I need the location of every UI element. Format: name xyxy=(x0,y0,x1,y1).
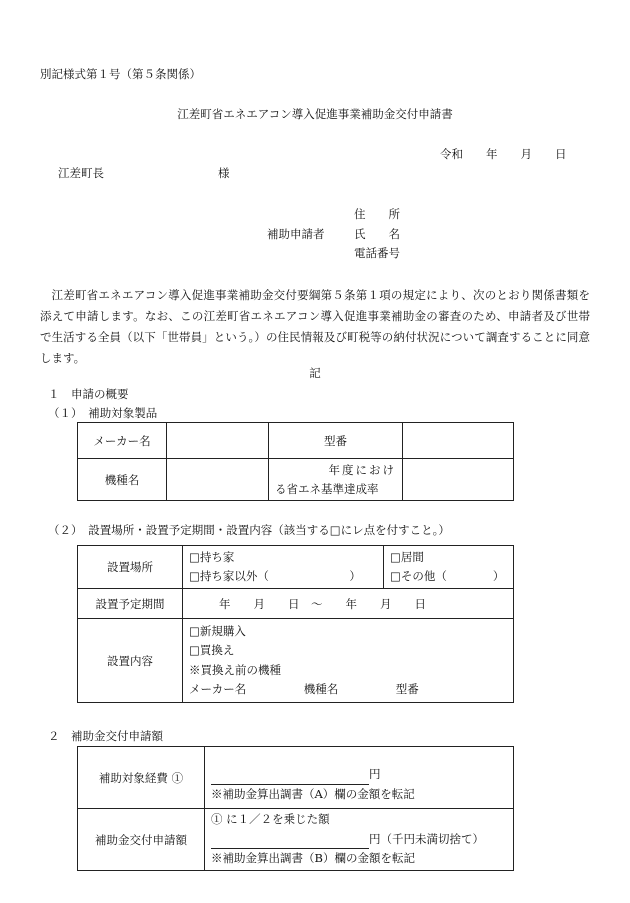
name-label: 氏 名 xyxy=(354,227,400,241)
place-label: 設置場所 xyxy=(78,546,183,589)
honorific: 様 xyxy=(218,166,230,180)
other-room-checkbox[interactable]: □その他（ ） xyxy=(390,569,505,583)
expense-note: ※補助金算出調書（A）欄の金額を転記 xyxy=(211,786,415,801)
expense-cell xyxy=(205,747,514,809)
applicant-label: 補助申請者 xyxy=(267,227,325,241)
standard-label: 年度におけ る省エネ基準達成率 xyxy=(269,459,403,501)
expense-amount[interactable]: 円 xyxy=(211,765,507,785)
place-house-cell xyxy=(183,546,384,589)
standard-value[interactable] xyxy=(403,459,514,501)
model-no-value[interactable] xyxy=(403,423,514,459)
section1-heading: １ 申請の概要 xyxy=(48,387,129,401)
section1-sub1: （１） 補助対象製品 xyxy=(48,406,158,420)
prev-model-note: ※買換え前の機種 xyxy=(189,662,281,677)
section1-sub2: （２） 設置場所・設置予定期間・設置内容（該当する□にレ点を付すこと。） xyxy=(48,523,450,537)
page-title: 江差町省エネエアコン導入促進事業補助金交付申請書 xyxy=(177,107,453,121)
grant-cell xyxy=(205,809,514,871)
prev-model-headers: メーカー名 機種名 型番 xyxy=(189,682,419,696)
place-room-cell xyxy=(384,546,514,589)
maker-label: メーカー名 xyxy=(78,423,167,459)
installation-table xyxy=(77,545,514,703)
content-cell xyxy=(183,619,514,703)
section2-heading: ２ 補助金交付申請額 xyxy=(48,729,163,743)
grant-calc-note: ① に１／２を乗じた額 xyxy=(211,812,330,827)
model-name-value[interactable] xyxy=(167,459,269,501)
grant-note: ※補助金算出調書（B）欄の金額を転記 xyxy=(211,851,415,866)
addressee: 江差町長 xyxy=(58,166,104,180)
living-room-checkbox[interactable]: □居間 xyxy=(390,549,424,564)
grant-label: 補助金交付申請額 xyxy=(78,809,205,871)
address-label: 住 所 xyxy=(354,207,400,221)
period-label: 設置予定期間 xyxy=(78,589,183,619)
form-id: 別記様式第１号（第５条関係） xyxy=(40,67,201,81)
grant-amount[interactable]: 円（千円未満切捨て） xyxy=(211,830,507,850)
new-purchase-checkbox[interactable]: □新規購入 xyxy=(189,623,246,638)
model-name-label: 機種名 xyxy=(78,459,167,501)
maker-value[interactable] xyxy=(167,423,269,459)
own-house-checkbox[interactable]: □持ち家 xyxy=(189,549,235,564)
other-house-checkbox[interactable]: □持ち家以外（ ） xyxy=(189,569,361,583)
date-line: 令和 年 月 日 xyxy=(440,147,567,161)
phone-label: 電話番号 xyxy=(354,246,400,260)
body-text: 江差町省エネエアコン導入促進事業補助金交付要綱第５条第１項の規定により、次のとおり関係書類を添えて申請します。なお、この江差町省エネエアコン導入促進事業補助金の審査のため、申請者及び世帯で生活する全員（以下「世帯員」という。）の住民情報及び町税等の納付状況について調査することに同意します。 xyxy=(40,288,590,365)
period-value[interactable]: 年 月 日 ～ 年 月 日 xyxy=(183,589,514,619)
amount-table xyxy=(77,746,514,871)
expense-label: 補助対象経費 ① xyxy=(78,747,205,809)
ki-label: 記 xyxy=(309,366,321,380)
replace-checkbox[interactable]: □買換え xyxy=(189,643,235,657)
product-table xyxy=(77,422,514,501)
content-label: 設置内容 xyxy=(78,619,183,703)
model-no-label: 型番 xyxy=(269,423,403,459)
